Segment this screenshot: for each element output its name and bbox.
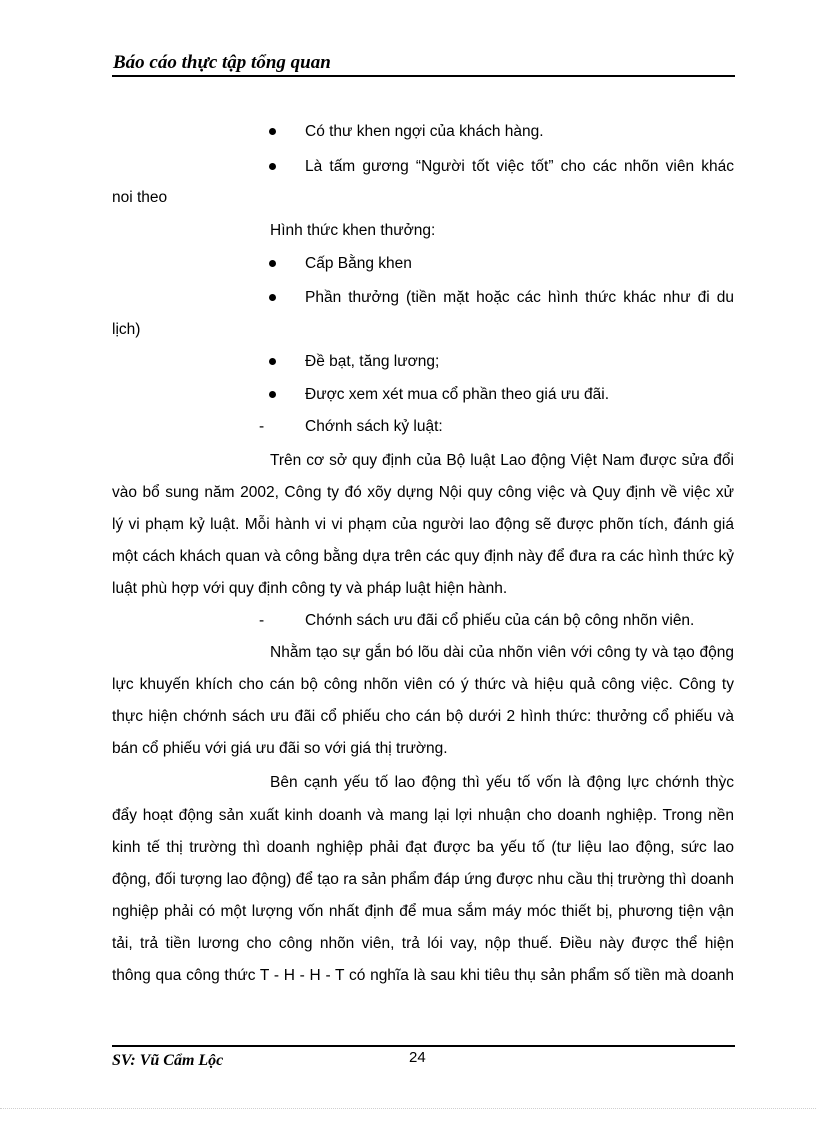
bullet-icon — [269, 260, 276, 267]
bullet-icon — [269, 294, 276, 301]
stock-heading: Chớnh sách ưu đãi cổ phiếu của cán bộ công nhõn viên. — [305, 612, 695, 629]
page-number: 24 — [409, 1049, 426, 1066]
paragraph-line: một cách khách quan và công bằng dựa trên các quy định này để đưa ra các hình thức kỷ — [112, 548, 734, 565]
dash-marker: - — [259, 418, 265, 435]
paragraph-line: thông qua công thức T - H - H - T có nghĩa là sau khi tiêu thụ sản phẩm số tiền mà doanh — [112, 967, 734, 984]
paragraph-line: động, đối tượng lao động) để tạo ra sản phẩm đáp ứng được nhu cầu thị trường thì doanh — [112, 871, 734, 888]
bullet-item: Phần thưởng (tiền mặt hoặc các hình thức khác như đi du — [305, 289, 734, 306]
paragraph-line: đẩy hoạt động sản xuất kinh doanh và mang lại lợi nhuận cho doanh nghiệp. Trong nền — [112, 807, 734, 824]
bullet-item: Có thư khen ngợi của khách hàng. — [305, 123, 544, 140]
reward-forms-label: Hình thức khen thưởng: — [270, 222, 436, 239]
bullet-icon — [269, 358, 276, 365]
paragraph-line: thực hiện chớnh sách ưu đãi cổ phiếu cho cán bộ dưới 2 hình thức: thưởng cổ phiếu và — [112, 708, 734, 725]
bullet-item: Là tấm gương “Người tốt việc tốt” cho các nhõn viên khác — [305, 158, 734, 175]
paragraph-line: kinh tế thị trường thì doanh nghiệp phải đạt được ba yếu tố (tư liệu lao động, sức lao — [112, 839, 734, 856]
page-edge-divider — [0, 1108, 816, 1109]
footer-student-name: SV: Vũ Cẩm Lộc — [112, 1052, 224, 1069]
discipline-heading: Chớnh sách kỷ luật: — [305, 418, 443, 435]
paragraph-line: nghiệp phải có một lượng vốn nhất định để mua sắm máy móc thiết bị, phương tiện vận — [112, 903, 734, 920]
bullet-continuation: lịch) — [112, 321, 141, 338]
paragraph-line: tải, trả tiền lương cho công nhõn viên, trả lói vay, nộp thuế. Điều này được thể hiện — [112, 935, 734, 952]
paragraph-line: Trên cơ sở quy định của Bộ luật Lao động Việt Nam được sửa đổi — [270, 452, 734, 469]
header-title: Báo cáo thực tập tổng quan — [113, 52, 331, 73]
bullet-item: Được xem xét mua cổ phần theo giá ưu đãi. — [305, 386, 610, 403]
bullet-icon — [269, 163, 276, 170]
bullet-icon — [269, 128, 276, 135]
header-rule — [112, 75, 735, 77]
paragraph-line: lý vi phạm kỷ luật. Mỗi hành vi vi phạm của người lao động sẽ được phõn tích, đánh giá — [112, 516, 734, 533]
paragraph-line: vào bổ sung năm 2002, Công ty đó xõy dựng Nội quy công việc và Quy định về việc xử — [112, 484, 734, 501]
bullet-item: Cấp Bằng khen — [305, 255, 412, 272]
footer-rule — [112, 1045, 735, 1047]
dash-marker: - — [259, 612, 265, 629]
bullet-continuation: noi theo — [112, 189, 168, 206]
paragraph-line: lực khuyến khích cho cán bộ công nhõn viên có ý thức và hiệu quả công việc. Công ty — [112, 676, 734, 693]
bullet-icon — [269, 391, 276, 398]
paragraph-line: Bên cạnh yếu tố lao động thì yếu tố vốn là động lực chớnh thỳc — [270, 774, 734, 791]
paragraph-line: bán cổ phiếu với giá ưu đãi so với giá thị trường. — [112, 740, 448, 757]
paragraph-line: Nhằm tạo sự gắn bó lõu dài của nhõn viên với công ty và tạo động — [270, 644, 734, 661]
bullet-item: Đề bạt, tăng lương; — [305, 353, 440, 370]
paragraph-line: luật phù hợp với quy định công ty và pháp luật hiện hành. — [112, 580, 508, 597]
